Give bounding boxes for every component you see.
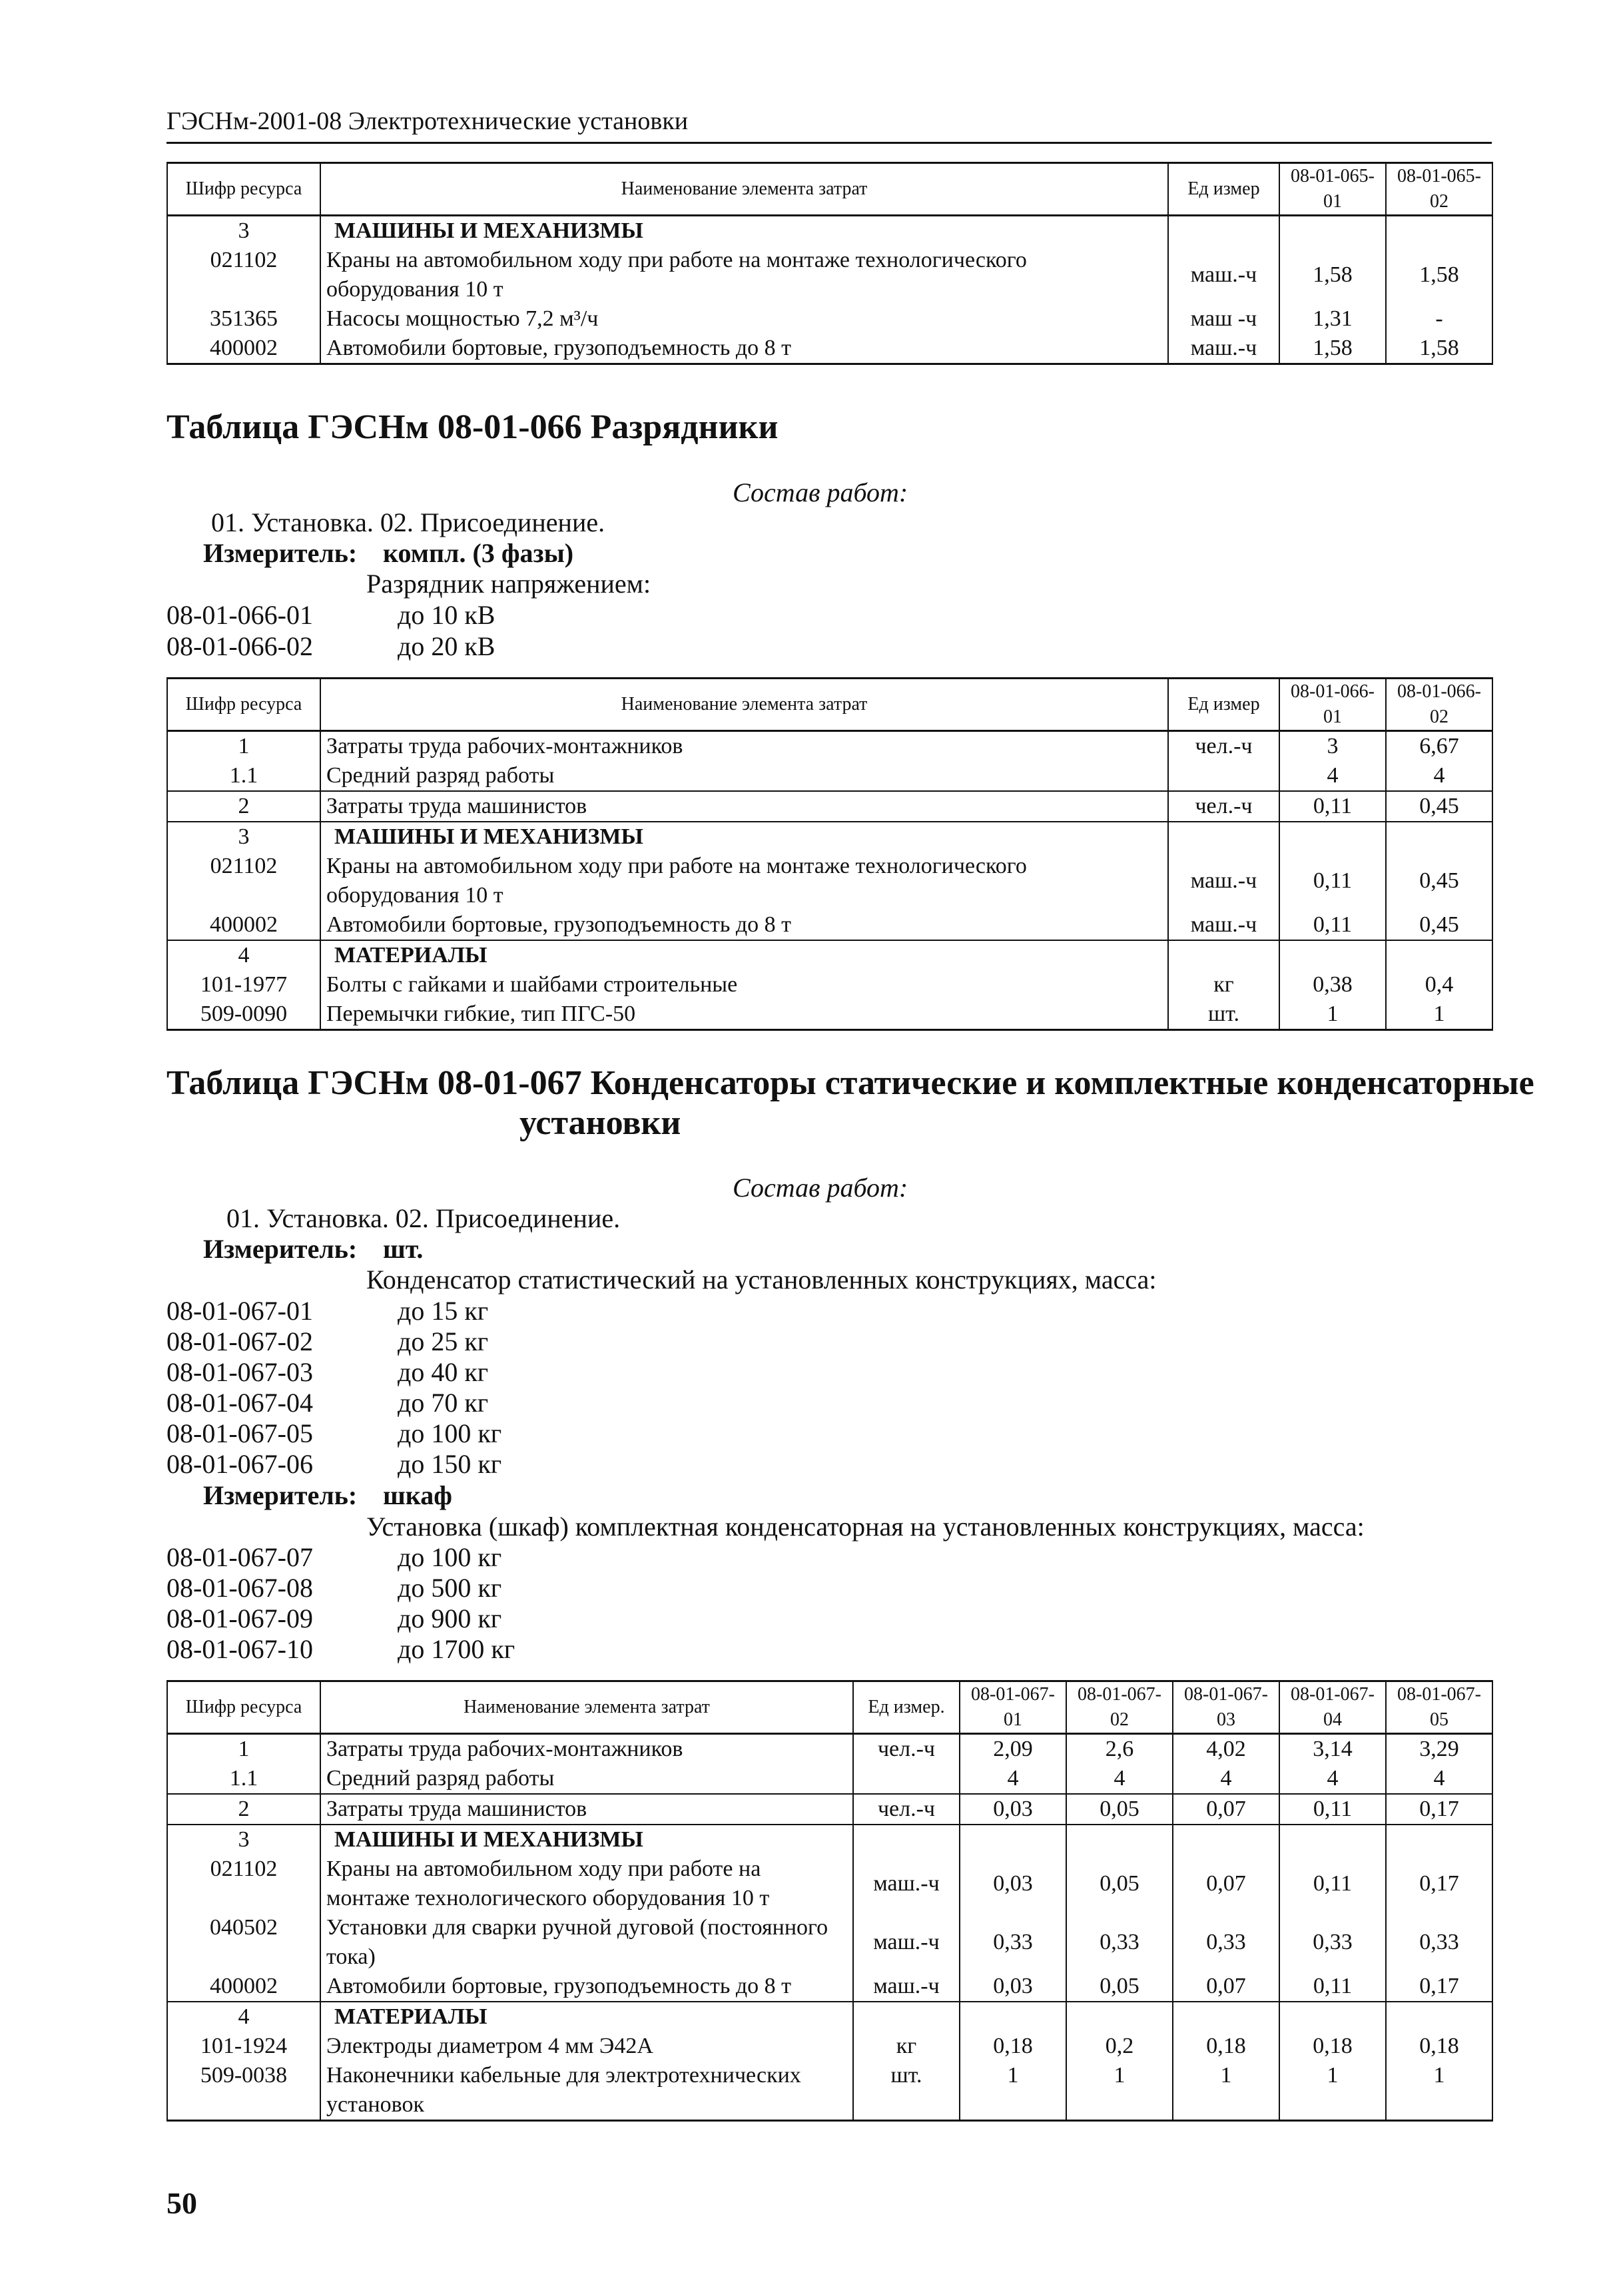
row-unit (853, 1825, 960, 1855)
row-value (960, 1825, 1066, 1855)
row-value: 0,07 (1173, 1794, 1279, 1825)
row-code: 1 (167, 1734, 320, 1765)
item-code: 08-01-067-07 (166, 1542, 313, 1572)
col-name-header: Наименование элемента затрат (320, 679, 1168, 731)
row-value (1173, 2002, 1279, 2032)
row-name: Краны на автомобильном ходу при работе на монтаже технологического оборудования 10 т (320, 1855, 853, 1913)
row-name: Затраты труда машинистов (320, 791, 1168, 822)
row-name: Средний разряд работы (320, 761, 1168, 791)
row-unit (1168, 940, 1279, 970)
row-name: Краны на автомобильном ходу при работе на монтаже технологического оборудования 10 т (320, 852, 1168, 910)
row-value: 4 (1066, 1764, 1173, 1794)
row-value: 0,33 (1173, 1913, 1279, 1972)
row-code: 101-1924 (167, 2032, 320, 2061)
row-code: 040502 (167, 1913, 320, 1972)
table-row (167, 1764, 1492, 1794)
row-value: 3,14 (1279, 1734, 1386, 1765)
row-value (1066, 2002, 1173, 2032)
row-value: 0,07 (1173, 1972, 1279, 2002)
row-value: 1,58 (1279, 334, 1386, 364)
table-row (167, 1794, 1492, 1825)
row-value: 0,11 (1279, 791, 1386, 822)
row-value: 0,17 (1386, 1855, 1492, 1913)
table-row (167, 791, 1492, 822)
row-value: 0,38 (1279, 970, 1386, 1000)
col-066-02-header: 08-01-066-02 (1386, 679, 1492, 731)
row-name: МАШИНЫ И МЕХАНИЗМЫ (320, 216, 1168, 246)
table-row (167, 852, 1492, 910)
item-text: до 10 кВ (398, 600, 495, 630)
row-code: 1.1 (167, 1764, 320, 1794)
items-caption: Установка (шкаф) комплектная конденсаторная на установленных конструкциях, масса: (366, 1512, 1365, 1542)
row-value: 0,45 (1386, 852, 1492, 910)
row-value (1279, 1825, 1386, 1855)
row-value: 0,45 (1386, 791, 1492, 822)
row-value: 4 (1279, 1764, 1386, 1794)
row-value (1066, 1825, 1173, 1855)
table-row (167, 246, 1492, 304)
row-name: Затраты труда рабочих-монтажников (320, 1734, 853, 1765)
row-value: 4,02 (1173, 1734, 1279, 1765)
row-name: Средний разряд работы (320, 1764, 853, 1794)
row-code: 021102 (167, 246, 320, 304)
table-row (167, 731, 1492, 762)
row-value: 0,33 (1066, 1913, 1173, 1972)
row-name: МАТЕРИАЛЫ (320, 940, 1168, 970)
work-composition-label: Состав работ: (733, 477, 908, 507)
row-unit: чел.-ч (853, 1734, 960, 1765)
col-unit-header: Ед измер (1168, 679, 1279, 731)
row-value: 0,17 (1386, 1794, 1492, 1825)
item-code: 08-01-067-03 (166, 1357, 313, 1387)
row-value: 0,03 (960, 1855, 1066, 1913)
row-value: 4 (960, 1764, 1066, 1794)
work-steps: 01. Установка. 02. Присоединение. (211, 507, 605, 537)
row-value: 1,58 (1279, 246, 1386, 304)
item-code: 08-01-066-01 (166, 600, 313, 630)
row-name: Наконечники кабельные для электротехнических установок (320, 2061, 853, 2121)
meter-value: компл. (3 фазы) (383, 538, 574, 568)
row-unit (853, 1764, 960, 1794)
row-code: 3 (167, 216, 320, 246)
item-text: до 1700 кг (398, 1634, 515, 1664)
row-unit: чел.-ч (1168, 791, 1279, 822)
row-value: 0,03 (960, 1972, 1066, 2002)
item-code: 08-01-066-02 (166, 631, 313, 661)
row-value (1173, 1825, 1279, 1855)
row-value: 0,03 (960, 1794, 1066, 1825)
row-value: 3,29 (1386, 1734, 1492, 1765)
row-code: 4 (167, 2002, 320, 2032)
row-code: 3 (167, 1825, 320, 1855)
col-067-02-header: 08-01-067-02 (1066, 1681, 1173, 1734)
row-value (1279, 216, 1386, 246)
row-unit: шт. (853, 2061, 960, 2121)
table-067-title: Таблица ГЭСНм 08-01-067 Конденсаторы статические и комплектные конденсаторные (166, 1064, 1534, 1102)
item-text: до 20 кВ (398, 631, 495, 661)
table-row (167, 334, 1492, 364)
row-value: 2,6 (1066, 1734, 1173, 1765)
row-value: 0,18 (1279, 2032, 1386, 2061)
row-value: 0,45 (1386, 910, 1492, 940)
row-code: 021102 (167, 1855, 320, 1913)
table-row (167, 304, 1492, 334)
row-value: 1 (1386, 1000, 1492, 1030)
row-name: МАШИНЫ И МЕХАНИЗМЫ (320, 1825, 853, 1855)
table-row (167, 1972, 1492, 2002)
row-unit: чел.-ч (853, 1794, 960, 1825)
table-row (167, 910, 1492, 940)
row-name: Перемычки гибкие, тип ПГС-50 (320, 1000, 1168, 1030)
col-unit-header: Ед измер. (853, 1681, 960, 1734)
row-name: МАШИНЫ И МЕХАНИЗМЫ (320, 822, 1168, 852)
item-text: до 100 кг (398, 1542, 502, 1572)
row-name: Автомобили бортовые, грузоподъемность до 8 т (320, 334, 1168, 364)
col-066-01-header: 08-01-066-01 (1279, 679, 1386, 731)
row-value: 0,05 (1066, 1855, 1173, 1913)
row-value: 1 (1279, 2061, 1386, 2121)
row-unit (1168, 761, 1279, 791)
row-value: 0,11 (1279, 852, 1386, 910)
col-067-05-header: 08-01-067-05 (1386, 1681, 1492, 1734)
row-code: 400002 (167, 910, 320, 940)
items-caption: Разрядник напряжением: (366, 569, 651, 599)
item-code: 08-01-067-02 (166, 1326, 313, 1356)
meter-label: Измеритель: (203, 538, 358, 568)
row-name: Автомобили бортовые, грузоподъемность до 8 т (320, 1972, 853, 2002)
row-value: - (1386, 304, 1492, 334)
row-name: Установки для сварки ручной дуговой (постоянного тока) (320, 1913, 853, 1972)
row-value: 0,4 (1386, 970, 1492, 1000)
table-row (167, 970, 1492, 1000)
work-steps: 01. Установка. 02. Присоединение. (226, 1203, 621, 1233)
item-text: до 15 кг (398, 1296, 489, 1326)
table-067-title-cont: установки (519, 1104, 681, 1142)
row-code: 2 (167, 791, 320, 822)
col-067-03-header: 08-01-067-03 (1173, 1681, 1279, 1734)
table-065 (166, 162, 1493, 365)
item-code: 08-01-067-08 (166, 1573, 313, 1603)
meter-value: шт. (383, 1234, 424, 1264)
row-value: 4 (1386, 1764, 1492, 1794)
row-value: 4 (1173, 1764, 1279, 1794)
row-value: 0,11 (1279, 910, 1386, 940)
row-name: МАТЕРИАЛЫ (320, 2002, 853, 2032)
row-value: 1,58 (1386, 246, 1492, 304)
row-value: 4 (1386, 761, 1492, 791)
row-name: Краны на автомобильном ходу при работе на монтаже технологического оборудования 10 т (320, 246, 1168, 304)
item-code: 08-01-067-09 (166, 1603, 313, 1633)
row-name: Автомобили бортовые, грузоподъемность до 8 т (320, 910, 1168, 940)
row-value: 1 (1066, 2061, 1173, 2121)
row-unit: маш.-ч (853, 1855, 960, 1913)
item-text: до 900 кг (398, 1603, 502, 1633)
row-value: 1 (1386, 2061, 1492, 2121)
table-row (167, 1855, 1492, 1913)
col-name-header: Наименование элемента затрат (320, 163, 1168, 216)
row-value: 0,18 (1173, 2032, 1279, 2061)
row-unit (1168, 216, 1279, 246)
row-unit: маш.-ч (853, 1913, 960, 1972)
row-code: 400002 (167, 334, 320, 364)
table-row (167, 940, 1492, 970)
row-unit: чел.-ч (1168, 731, 1279, 762)
row-value: 6,67 (1386, 731, 1492, 762)
row-value: 0,11 (1279, 1972, 1386, 2002)
row-unit: маш.-ч (853, 1972, 960, 2002)
row-unit: маш -ч (1168, 304, 1279, 334)
row-code: 1 (167, 731, 320, 762)
item-code: 08-01-067-05 (166, 1418, 313, 1448)
row-value: 0,07 (1173, 1855, 1279, 1913)
table-row (167, 216, 1492, 246)
table-row (167, 1913, 1492, 1972)
table-row (167, 761, 1492, 791)
col-065-02-header: 08-01-065-02 (1386, 163, 1492, 216)
row-code: 3 (167, 822, 320, 852)
work-composition-label: Состав работ: (733, 1173, 908, 1203)
row-unit: маш.-ч (1168, 334, 1279, 364)
running-header: ГЭСНм-2001-08 Электротехнические установки (166, 107, 689, 135)
row-name: Затраты труда машинистов (320, 1794, 853, 1825)
row-code: 2 (167, 1794, 320, 1825)
row-unit: маш.-ч (1168, 910, 1279, 940)
row-value: 0,33 (960, 1913, 1066, 1972)
row-unit (853, 2002, 960, 2032)
row-code: 4 (167, 940, 320, 970)
row-value (1386, 940, 1492, 970)
row-unit: шт. (1168, 1000, 1279, 1030)
row-value: 0,33 (1279, 1913, 1386, 1972)
row-name: Электроды диаметром 4 мм Э42А (320, 2032, 853, 2061)
row-value: 3 (1279, 731, 1386, 762)
row-value (1279, 822, 1386, 852)
item-text: до 150 кг (398, 1449, 502, 1479)
row-name: Насосы мощностью 7,2 м³/ч (320, 304, 1168, 334)
row-code: 1.1 (167, 761, 320, 791)
table-066 (166, 677, 1493, 1031)
items-caption: Конденсатор статистический на установленных конструкциях, масса: (366, 1265, 1157, 1294)
item-text: до 40 кг (398, 1357, 489, 1387)
row-value: 1 (960, 2061, 1066, 2121)
item-code: 08-01-067-10 (166, 1634, 313, 1664)
item-text: до 70 кг (398, 1388, 489, 1418)
table-066-title: Таблица ГЭСНм 08-01-066 Разрядники (166, 408, 779, 446)
table-065-header (167, 163, 1492, 216)
item-code: 08-01-067-06 (166, 1449, 313, 1479)
col-name-header: Наименование элемента затрат (320, 1681, 853, 1734)
row-unit: маш.-ч (1168, 852, 1279, 910)
row-value (1386, 1825, 1492, 1855)
row-value (1386, 2002, 1492, 2032)
col-code-header: Шифр ресурса (167, 1681, 320, 1734)
table-row (167, 1000, 1492, 1030)
row-name: Затраты труда рабочих-монтажников (320, 731, 1168, 762)
col-065-01-header: 08-01-065-01 (1279, 163, 1386, 216)
table-row (167, 2002, 1492, 2032)
row-code: 021102 (167, 852, 320, 910)
col-unit-header: Ед измер (1168, 163, 1279, 216)
row-value: 0,2 (1066, 2032, 1173, 2061)
meter-label: Измеритель: (203, 1234, 358, 1264)
row-value: 1,58 (1386, 334, 1492, 364)
row-value (1386, 822, 1492, 852)
item-text: до 500 кг (398, 1573, 502, 1603)
table-row (167, 1734, 1492, 1765)
row-value (1386, 216, 1492, 246)
table-row (167, 2032, 1492, 2061)
item-text: до 25 кг (398, 1326, 489, 1356)
table-067 (166, 1680, 1493, 2122)
row-value: 0,33 (1386, 1913, 1492, 1972)
row-value: 1 (1173, 2061, 1279, 2121)
row-unit: кг (1168, 970, 1279, 1000)
row-value: 0,18 (960, 2032, 1066, 2061)
row-value: 0,11 (1279, 1794, 1386, 1825)
table-067-header (167, 1681, 1492, 1734)
row-unit: кг (853, 2032, 960, 2061)
table-row (167, 1825, 1492, 1855)
row-value: 0,05 (1066, 1972, 1173, 2002)
row-code: 509-0038 (167, 2061, 320, 2121)
row-value (1279, 2002, 1386, 2032)
row-value: 0,18 (1386, 2032, 1492, 2061)
table-066-header (167, 679, 1492, 731)
item-text: до 100 кг (398, 1418, 502, 1448)
row-code: 351365 (167, 304, 320, 334)
row-value: 0,11 (1279, 1855, 1386, 1913)
row-code: 400002 (167, 1972, 320, 2002)
header-rule (166, 142, 1492, 144)
row-value: 1,31 (1279, 304, 1386, 334)
row-value: 4 (1279, 761, 1386, 791)
row-unit: маш.-ч (1168, 246, 1279, 304)
row-unit (1168, 822, 1279, 852)
row-value: 0,05 (1066, 1794, 1173, 1825)
meter-value: шкаф (383, 1480, 452, 1510)
page-number: 50 (166, 2186, 197, 2220)
meter-label: Измеритель: (203, 1480, 358, 1510)
table-row (167, 2061, 1492, 2121)
item-code: 08-01-067-04 (166, 1388, 313, 1418)
col-067-04-header: 08-01-067-04 (1279, 1681, 1386, 1734)
row-value (1279, 940, 1386, 970)
row-value: 2,09 (960, 1734, 1066, 1765)
row-code: 509-0090 (167, 1000, 320, 1030)
col-code-header: Шифр ресурса (167, 163, 320, 216)
table-row (167, 822, 1492, 852)
row-value: 1 (1279, 1000, 1386, 1030)
row-code: 101-1977 (167, 970, 320, 1000)
row-name: Болты с гайками и шайбами строительные (320, 970, 1168, 1000)
col-067-01-header: 08-01-067-01 (960, 1681, 1066, 1734)
item-code: 08-01-067-01 (166, 1296, 313, 1326)
col-code-header: Шифр ресурса (167, 679, 320, 731)
row-value (960, 2002, 1066, 2032)
row-value: 0,17 (1386, 1972, 1492, 2002)
